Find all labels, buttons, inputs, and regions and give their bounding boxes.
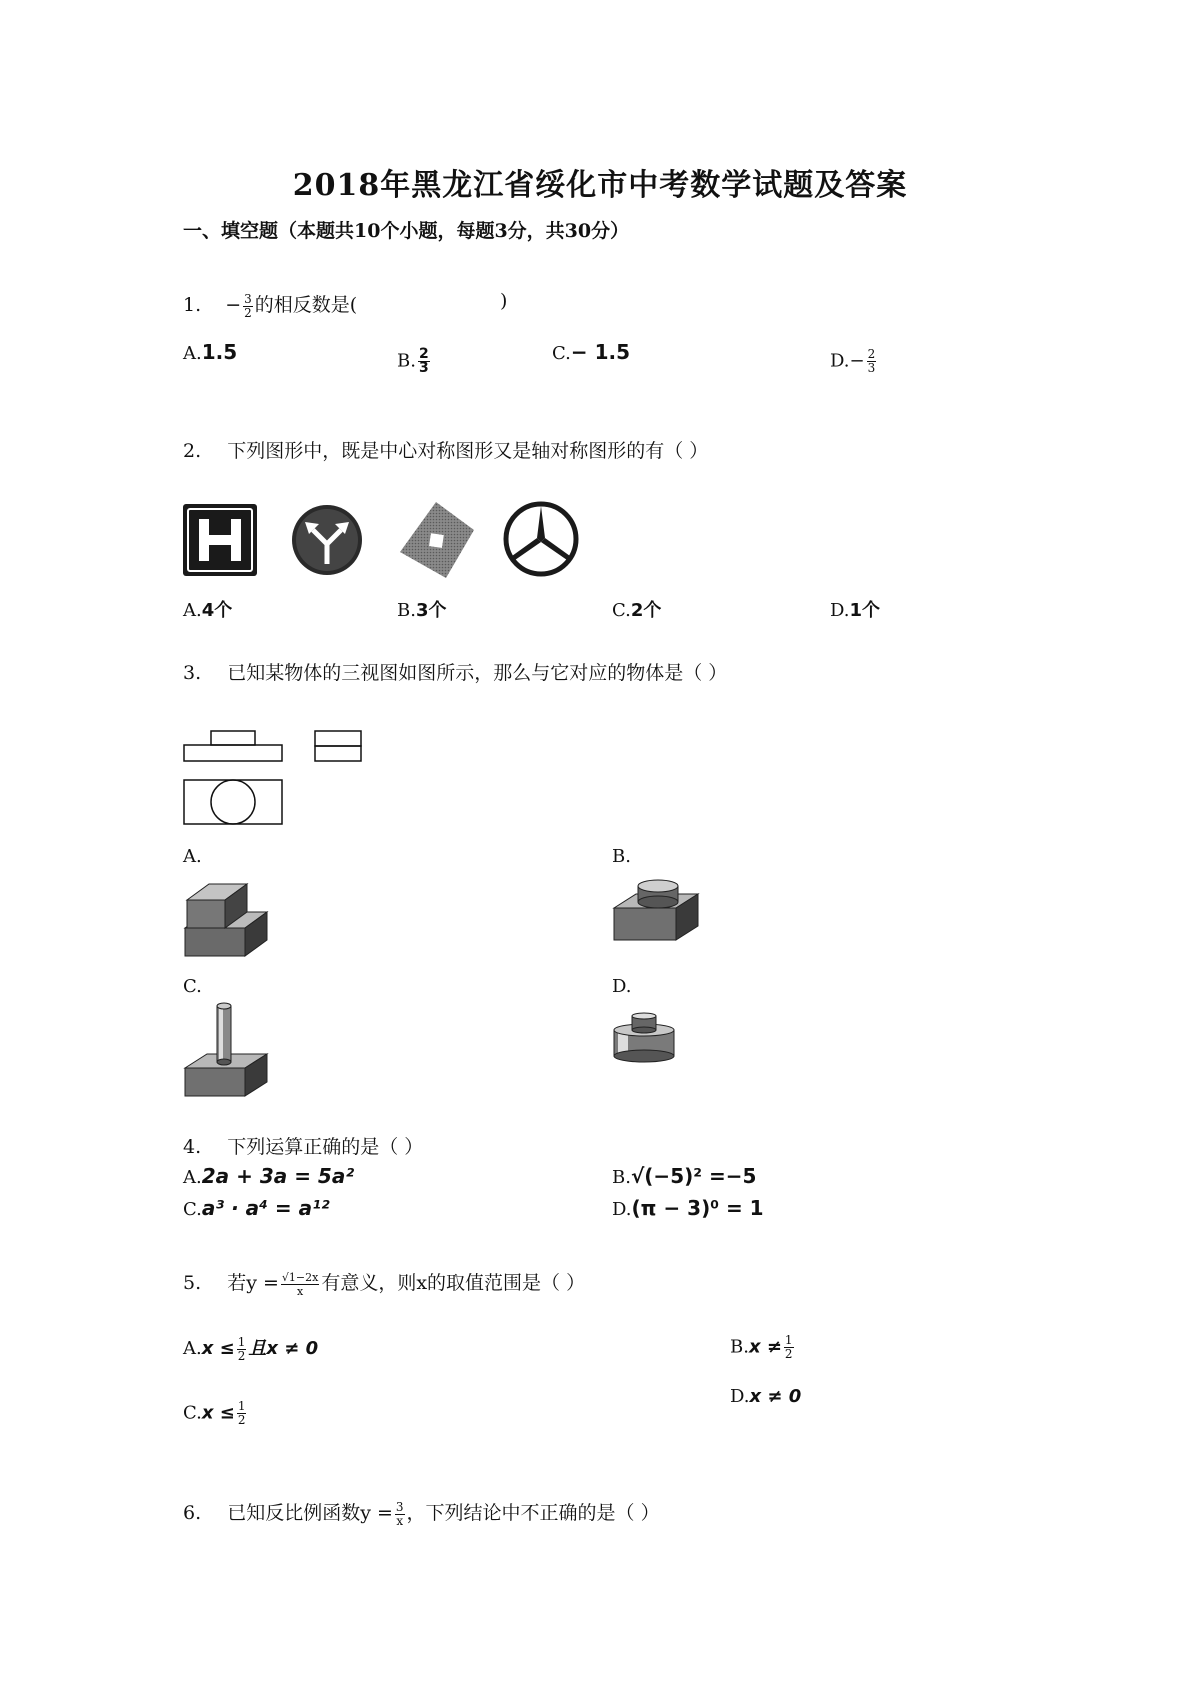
three-view-drawing <box>183 730 363 826</box>
fraction-denominator: 2 <box>237 1348 246 1363</box>
stepped-blocks-solid-icon <box>183 878 269 960</box>
option-c <box>552 340 630 364</box>
fraction-denominator: x <box>396 1513 404 1528</box>
stacked-cylinders-solid-icon <box>612 1010 676 1064</box>
option-expression: (π − 3)⁰ = 1 <box>631 1196 764 1220</box>
option-expression: √(−5)² =−5 <box>630 1164 757 1188</box>
question-stem: 下列图形中，既是中心对称图形又是轴对称图形的有（ ） <box>227 440 709 462</box>
question-number: 4. <box>183 1136 202 1158</box>
option-c <box>183 1400 248 1427</box>
question-1-close-paren: ) <box>500 290 508 312</box>
section-heading: 一、填空题（本题共10个小题，每题3分，共30分） <box>183 220 630 242</box>
question-stem: 下列运算正确的是（ ） <box>227 1136 424 1158</box>
fraction <box>418 348 430 375</box>
fraction-numerator: 2 <box>418 346 429 362</box>
option-c <box>183 1196 330 1220</box>
option-label: A. <box>183 343 202 364</box>
option-value: 1.5 <box>201 340 238 364</box>
option-label: B. <box>397 600 416 621</box>
fraction <box>281 1271 319 1298</box>
option-c-label: C. <box>183 976 202 997</box>
fraction-denominator: 2 <box>237 1413 246 1427</box>
option-value: 1个 <box>849 600 881 621</box>
option-b <box>397 596 446 622</box>
option-label: B. <box>730 1336 749 1358</box>
option-label: B. <box>612 1167 631 1188</box>
option-a <box>183 1164 354 1188</box>
fraction <box>784 1334 794 1361</box>
fraction <box>237 1400 247 1427</box>
option-expression: x ≠ <box>748 1336 782 1358</box>
fraction-numerator: √1−2x <box>281 1270 319 1284</box>
fraction-numerator: 3 <box>395 1499 404 1514</box>
box-with-cylinder-solid-icon <box>612 878 700 958</box>
option-b <box>612 1164 756 1188</box>
question-3 <box>183 658 727 685</box>
question-4 <box>183 1132 423 1159</box>
question-5 <box>183 1268 585 1298</box>
question-number: 6. <box>183 1502 202 1524</box>
question-number: 5. <box>183 1272 202 1294</box>
option-label: D. <box>830 600 850 621</box>
fraction <box>237 1336 247 1363</box>
fork-arrow-sign-icon <box>291 504 363 576</box>
option-label: D. <box>730 1386 750 1407</box>
option-value: 4个 <box>201 600 233 621</box>
option-a <box>183 1334 318 1363</box>
fraction-denominator: 3 <box>418 360 429 376</box>
fraction-numerator: 1 <box>237 1334 246 1349</box>
option-expression: x ≤ <box>201 1338 235 1359</box>
option-label: D. <box>612 1199 632 1220</box>
question-stem: 有意义，则x的取值范围是（ ） <box>321 1272 586 1294</box>
box-with-tall-cylinder-solid-icon <box>183 1000 269 1100</box>
question-number: 1. <box>183 294 202 316</box>
option-label: C. <box>183 1199 202 1220</box>
option-label: C. <box>612 600 631 621</box>
option-label: B. <box>397 350 416 372</box>
fraction-denominator: 3 <box>867 361 876 375</box>
option-c <box>612 596 661 622</box>
option-b-label: B. <box>612 846 631 867</box>
option-d-label: D. <box>612 976 632 997</box>
question-6 <box>183 1498 660 1528</box>
option-d <box>830 596 880 622</box>
option-label: A. <box>183 1338 202 1359</box>
fraction <box>867 348 877 375</box>
option-a <box>183 340 237 364</box>
fraction-numerator: 1 <box>237 1399 246 1413</box>
option-expression: x ≠ 0 <box>749 1386 802 1407</box>
option-d <box>830 348 878 375</box>
option-label: D. <box>830 350 850 372</box>
option-expression: x ≤ <box>201 1402 235 1424</box>
fraction-numerator: 2 <box>867 347 876 361</box>
option-b <box>397 348 432 375</box>
rotated-square-icon <box>396 500 476 580</box>
question-number: 2. <box>183 440 202 462</box>
option-value: − 1.5 <box>570 340 631 364</box>
question-stem: 的相反数是( <box>254 294 358 316</box>
stem-prefix: 若y = <box>227 1272 279 1294</box>
fraction-numerator: 1 <box>784 1333 793 1347</box>
fraction-denominator: x <box>297 1284 304 1298</box>
fraction <box>243 293 253 320</box>
page-title: 2018年黑龙江省绥化市中考数学试题及答案 <box>292 168 908 203</box>
option-expression: 2a + 3a = 5a² <box>201 1164 355 1188</box>
option-label: A. <box>183 1167 202 1188</box>
question-2 <box>183 436 708 463</box>
question-stem: 已知某物体的三视图如图所示，那么与它对应的物体是（ ） <box>227 662 728 684</box>
hospital-sign-icon <box>183 504 257 576</box>
fraction-denominator: 2 <box>244 305 252 320</box>
option-value: 3个 <box>415 600 447 621</box>
option-d <box>730 1386 801 1407</box>
option-a <box>183 596 232 622</box>
option-b <box>730 1334 796 1361</box>
option-label: C. <box>183 1402 202 1424</box>
option-d <box>612 1196 764 1220</box>
fraction-numerator: 3 <box>244 291 252 306</box>
question-stem: ，下列结论中不正确的是（ ） <box>406 1502 660 1524</box>
minus-sign: − <box>225 294 242 316</box>
option-expression: 且x ≠ 0 <box>248 1338 319 1359</box>
fraction-denominator: 2 <box>784 1347 793 1361</box>
option-label: C. <box>552 343 571 364</box>
question-1 <box>183 290 357 320</box>
question-number: 3. <box>183 662 202 684</box>
option-value: 2个 <box>630 600 662 621</box>
fraction <box>395 1501 405 1528</box>
three-pointed-star-icon <box>502 500 580 578</box>
minus-sign: − <box>849 350 865 372</box>
stem-prefix: 已知反比例函数y = <box>227 1502 393 1524</box>
option-a-label: A. <box>183 846 202 867</box>
option-label: A. <box>183 600 202 621</box>
option-expression: a³ · a⁴ = a¹² <box>201 1196 330 1220</box>
